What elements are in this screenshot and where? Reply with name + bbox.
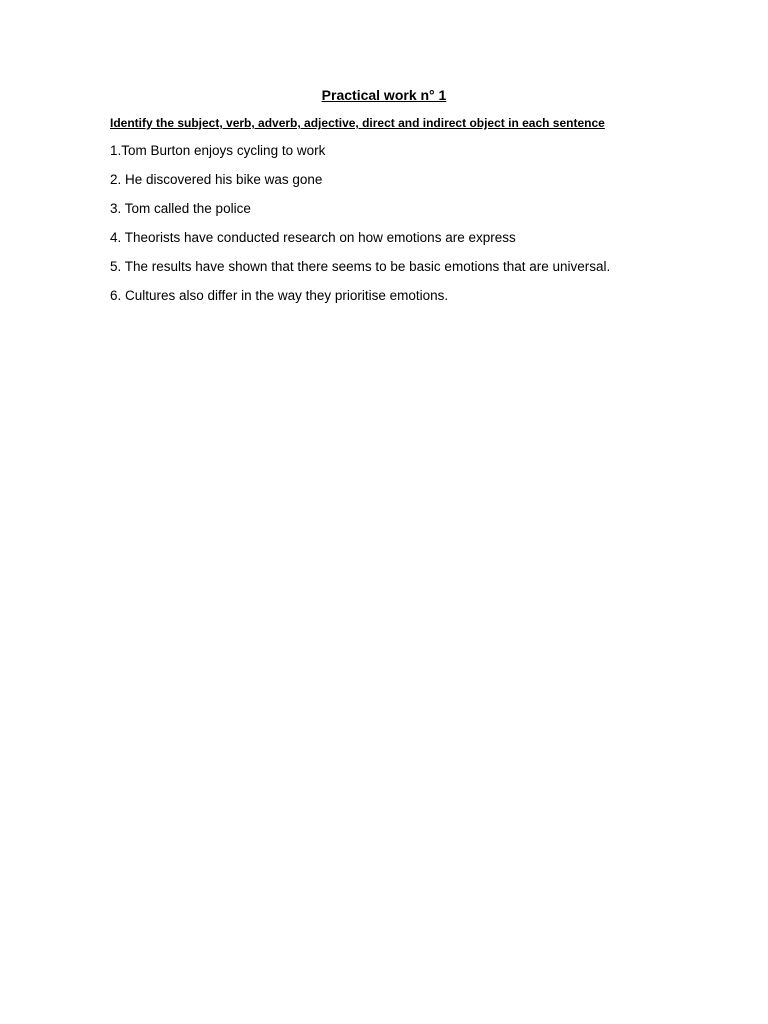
sentence-item-5: 5. The results have shown that there seems to be basic emotions that are universal. (110, 259, 611, 274)
page-title: Practical work n° 1 (321, 87, 447, 103)
sentence-item-1: 1.Tom Burton enjoys cycling to work (110, 143, 326, 158)
sentence-item-2: 2. He discovered his bike was gone (110, 172, 323, 187)
sentence-item-3: 3. Tom called the police (110, 201, 251, 216)
sentence-item-6: 6. Cultures also differ in the way they prioritise emotions. (110, 288, 449, 303)
sentence-item-4: 4. Theorists have conducted research on how emotions are express (110, 230, 516, 245)
instruction-text: Identify the subject, verb, adverb, adjective, direct and indirect object in each sentence (110, 116, 605, 130)
sentence-list (110, 142, 730, 316)
